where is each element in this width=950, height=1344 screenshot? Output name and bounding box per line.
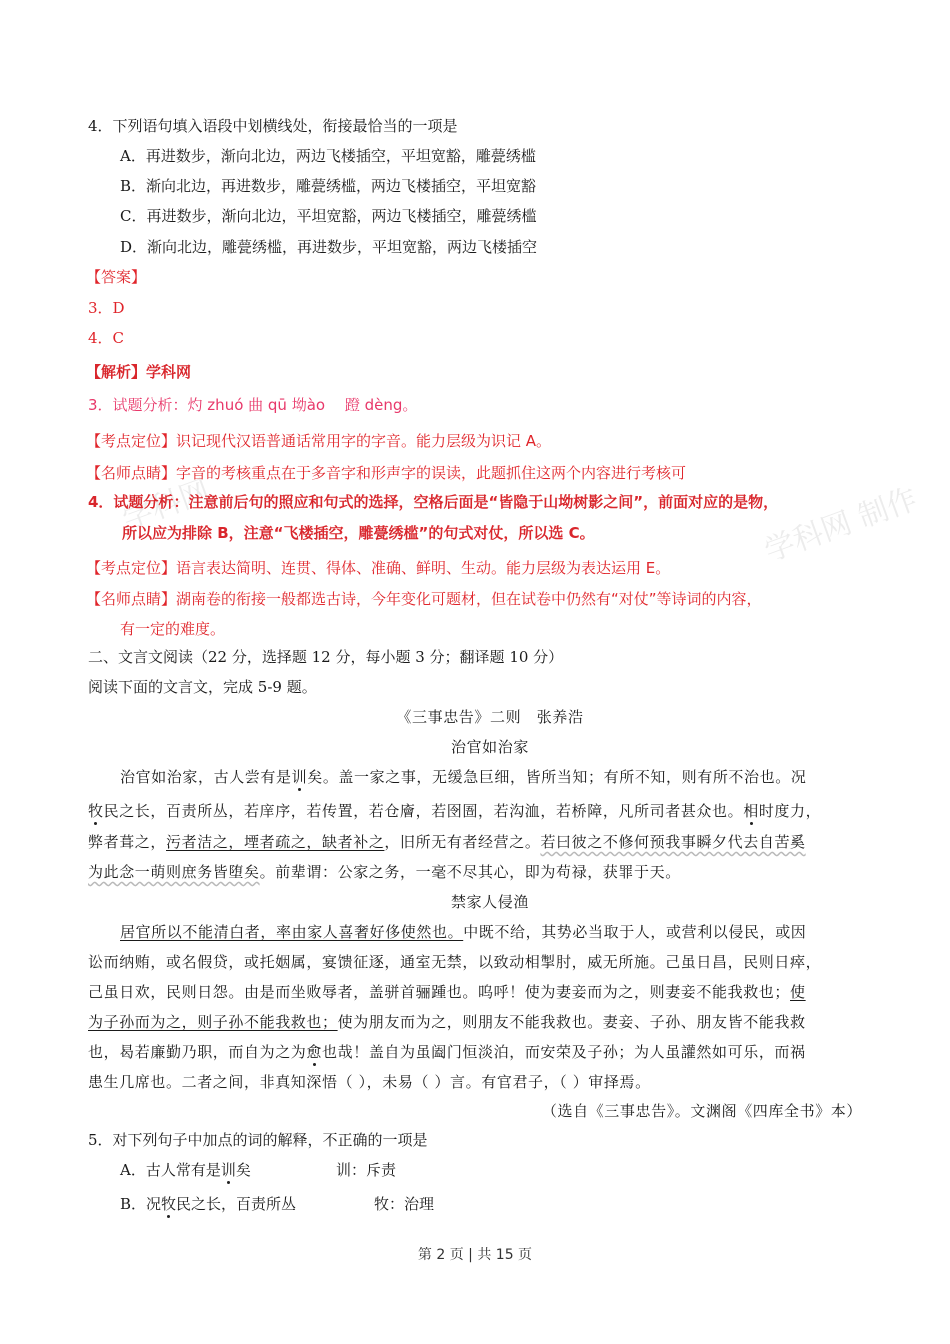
section-2-instruction: 阅读下面的文言文，完成 5-9 题。 (88, 678, 317, 696)
text-segment: 也，曷若廉勤乃职，而自为之为 (88, 1043, 307, 1061)
text-segment: 中既不给，其势必当取于人，或营利以侵民，或因 (463, 923, 807, 941)
underlined-segment: 为子孙而为之，则子孙不能我救也； (88, 1013, 338, 1031)
text-segment: 也哉！盖自为虽阖门恒淡泊，而安荣及子孙；为人虽讙然如可乐，而祸 (322, 1043, 806, 1061)
q4-analysis-line2: 所以应为排除 B，注意“飞楼插空，雕甍绣槛”的句式对仗，所以选 C。 (122, 524, 595, 542)
q4-analysis-line1: 4．试题分析：注意前后句的照应和句式的选择，空格后面是“皆隐于山坳树影之间”，前面对应的是物， (88, 493, 779, 511)
question-5-option-b (120, 1194, 296, 1214)
text-segment: 治官如治家，古人尝有是 (120, 768, 292, 786)
answer-header: 【答案】 (86, 268, 147, 286)
q3-point: 【考点定位】识记现代汉语普通话常用字的字音。能力层级为识记 A。 (86, 432, 552, 450)
text-segment: 矣 (235, 1161, 251, 1179)
part-1-line-4 (88, 862, 681, 882)
watermark: 学科网 制作 (760, 481, 922, 570)
text-segment: ，旧所无有者经营之。 (384, 833, 541, 851)
part-2-line-6: 患生几席也。二者之间，非真知深悟（ ），未易（ ）言。有官君子，（ ）审择焉。 (88, 1073, 651, 1091)
q4-tip-line1: 【名师点睛】湖南卷的衔接一般都选古诗，今年变化可题材，但在试卷中仍然有“对仗”等诗词的内容， (86, 590, 762, 608)
underlined-segment: 居官所以不能清白者，率由家人喜奢好侈使然也。 (120, 923, 464, 941)
wavy-underlined-segment: 若曰彼之不修何预我事瞬夕代去自苦奚 (540, 833, 806, 851)
section-2-title: 二、文言文阅读（22 分，选择题 12 分，每小题 3 分；翻译题 10 分） (88, 648, 564, 666)
watermark: 学科网 (117, 473, 215, 538)
text-segment: 己虽日欢，民则日怨。由是而坐败辱者，盖骈首骊踵也。呜呼！使为妻妾而为之，则妻妾不能我救也； (88, 983, 791, 1001)
part-2-line-1 (120, 922, 806, 942)
question-5-stem: 5．对下列句子中加点的词的解释，不正确的一项是 (88, 1131, 428, 1149)
part-2-subtitle: 禁家人侵渔 (450, 893, 529, 911)
part-2-line-3 (88, 982, 806, 1002)
part-1-line-1 (120, 767, 806, 787)
text-title: 《三事忠告》二则 张养浩 (396, 708, 584, 726)
wavy-underlined-segment: 为此念一萌则庶务皆堕矣 (88, 863, 260, 881)
text-segment: 民之长，百责所丛 (176, 1195, 297, 1213)
answer-item-3: 3．D (88, 299, 125, 317)
emphasis-word: 牧 (88, 802, 104, 820)
emphasis-word: 牧 (161, 1195, 177, 1213)
source-citation: （选自《三事忠告》。文渊阁《四库全书》本） (541, 1102, 862, 1120)
part-2-line-5 (88, 1042, 806, 1062)
text-segment: 民之长，百责所丛，若庠序，若传置，若仓廥，若囹圄，若沟洫，若桥障，凡所司者甚众也。 (103, 802, 744, 820)
text-segment: 时度力， (758, 802, 822, 820)
q4-tip-line2: 有一定的难度。 (120, 620, 226, 638)
text-segment: 矣。盖一家之事，无缓急巨细，皆所当知；有所不知，则有所不治也。况 (307, 768, 807, 786)
question-4-option-c: C．再进数步，渐向北边，平坦宽豁，两边飞楼插空，雕甍绣槛 (120, 207, 537, 225)
question-4-option-d: D．渐向北边，雕甍绣槛，再进数步，平坦宽豁，两边飞楼插空 (120, 238, 538, 256)
part-1-subtitle: 治官如治家 (450, 738, 529, 756)
part-1-line-3 (88, 832, 806, 852)
underlined-segment: 使 (790, 983, 806, 1001)
emphasis-word: 愈 (306, 1043, 323, 1061)
question-4-option-b: B．渐向北边，再进数步，雕甍绣槛，两边飞楼插空，平坦宽豁 (120, 177, 537, 195)
emphasis-word: 相 (743, 802, 759, 820)
q4-point: 【考点定位】语言表达简明、连贯、得体、准确、鲜明、生动。能力层级为表达运用 E。 (86, 559, 671, 577)
question-5-option-a (120, 1160, 251, 1180)
analysis-header: 【解析】学科网 (86, 363, 192, 381)
q3-analysis: 3．试题分析：灼 zhuó 曲 qū 坳ào 蹬 dèng。 (88, 396, 418, 414)
text-segment: 使为朋友而为之，则朋友不能我救也。妻妾、子孙、朋友皆不能我救 (337, 1013, 806, 1031)
emphasis-word: 训 (291, 768, 308, 786)
question-4-stem: 4．下列语句填入语段中划横线处，衔接最恰当的一项是 (88, 117, 458, 135)
page-footer: 第 2 页 | 共 15 页 (417, 1247, 533, 1263)
answer-item-4: 4．C (88, 329, 125, 347)
text-segment: 弊者葺之， (88, 833, 167, 851)
part-2-line-4 (88, 1012, 806, 1032)
q3-tip: 【名师点睛】字音的考核重点在于多音字和形声字的误读，此题抓住这两个内容进行考核可 (86, 464, 687, 482)
question-5-option-b-explanation: 牧：治理 (374, 1195, 435, 1213)
underlined-segment: 污者洁之，堙者疏之，缺者补之 (166, 833, 385, 851)
text-segment: B．况 (120, 1195, 162, 1213)
text-segment: 。前辈谓：公家之务，一毫不尽其心，即为苟禄，获罪于天。 (259, 863, 681, 881)
question-4-option-a: A．再进数步，渐向北边，两边飞楼插空，平坦宽豁，雕甍绣槛 (120, 147, 536, 165)
emphasis-word: 训 (220, 1161, 236, 1179)
part-2-line-2: 讼而纳贿，或名假贷，或托姻属，宴馈征逐，通室无禁，以致动相掣肘，威无所施。己虽日昌，民则日瘁， (88, 953, 822, 971)
part-1-line-2 (88, 801, 821, 821)
text-segment: A．古人常有是 (120, 1161, 221, 1179)
question-5-option-a-explanation: 训：斥责 (336, 1161, 397, 1179)
